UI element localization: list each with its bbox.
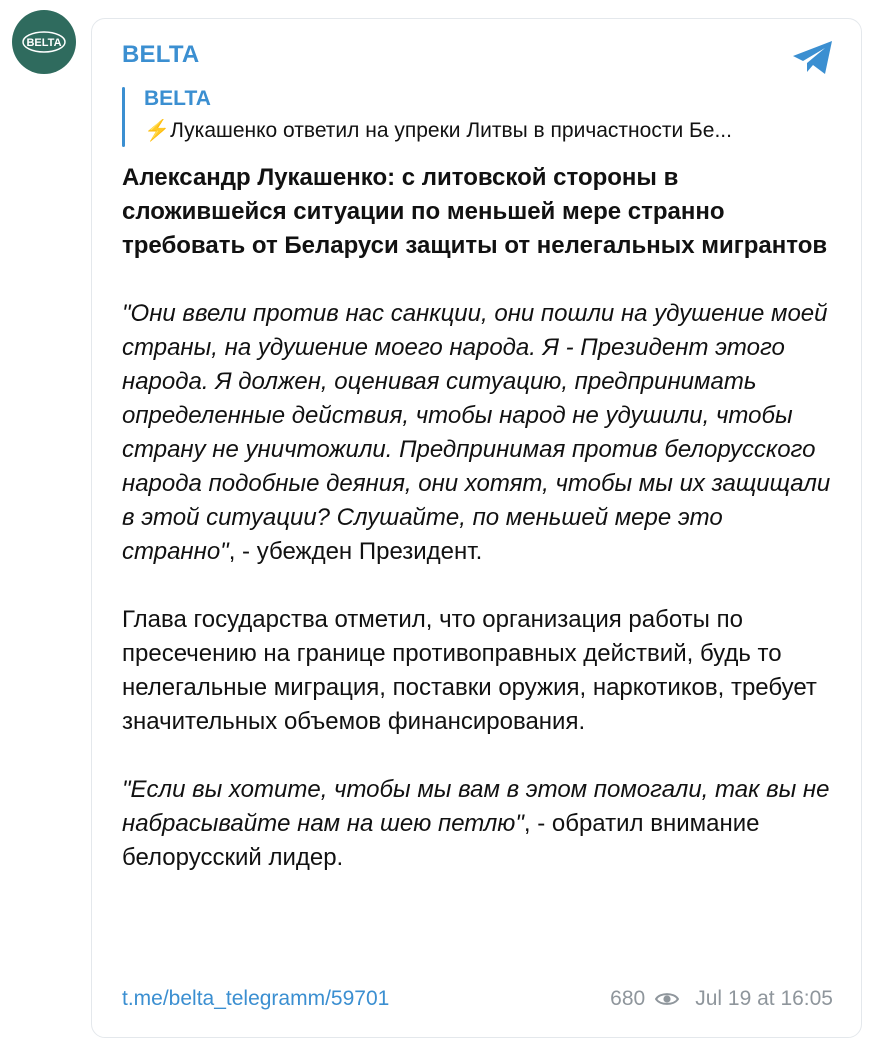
post-link[interactable]: t.me/belta_telegramm/59701: [122, 987, 390, 1010]
message-timestamp: Jul 19 at 16:05: [695, 987, 833, 1010]
message-card: [91, 18, 862, 1038]
quote-1-attribution: , - убежден Президент.: [228, 538, 483, 565]
quote-paragraph-1: [122, 297, 842, 569]
eye-icon: [655, 991, 679, 1007]
quote-2-attribution: , - обратил внимание белорусский лидер.: [122, 810, 760, 871]
channel-avatar[interactable]: [12, 10, 76, 74]
forward-accent-bar: [122, 87, 125, 147]
message-footer: [122, 987, 833, 1017]
quote-1: "Они ввели против нас санкции, они пошли на удушение моей страны, на удушение моего народа. Я - Президент этого народа. Я должен, оценивая ситуацию, предпринимать определенные действия, чтобы народ не удушили, чтобы страну не уничтожили. Предпринимая против белорусского народа подобные деяния, они хотят, чтобы мы их защищали в этой ситуации? Слушайте, по меньшей мере это странно": [122, 300, 831, 565]
quote-paragraph-2: [122, 773, 842, 875]
post-headline: Александр Лукашенко: с литовской стороны в сложившейся ситуации по меньшей мере странно требовать от Беларуси защиты от нелегальных мигрантов: [122, 164, 828, 259]
forward-source[interactable]: BELTA: [144, 87, 211, 110]
forwarded-message[interactable]: [122, 85, 832, 167]
belta-logo-icon: [21, 30, 67, 54]
lightning-icon: ⚡: [144, 119, 171, 142]
channel-name[interactable]: BELTA: [122, 41, 200, 68]
message-meta: [610, 987, 833, 1011]
quote-2: "Если вы хотите, чтобы мы вам в этом помогали, так вы не набрасывайте нам на шею петлю": [122, 776, 830, 837]
paragraph-2: Глава государства отметил, что организация работы по пресечению на границе противоправных действий, будь то нелегальные миграция, поставки оружия, наркотиков, требует значительных объемов финансирования.: [122, 606, 817, 735]
view-count: 680: [610, 987, 646, 1010]
avatar-label: BELTA: [26, 37, 62, 49]
forward-preview-text: Лукашенко ответил на упреки Литвы в причастности Бе...: [170, 119, 732, 142]
telegram-plane-icon[interactable]: [791, 39, 835, 77]
post-body: [122, 161, 842, 875]
forward-preview: [144, 119, 834, 143]
